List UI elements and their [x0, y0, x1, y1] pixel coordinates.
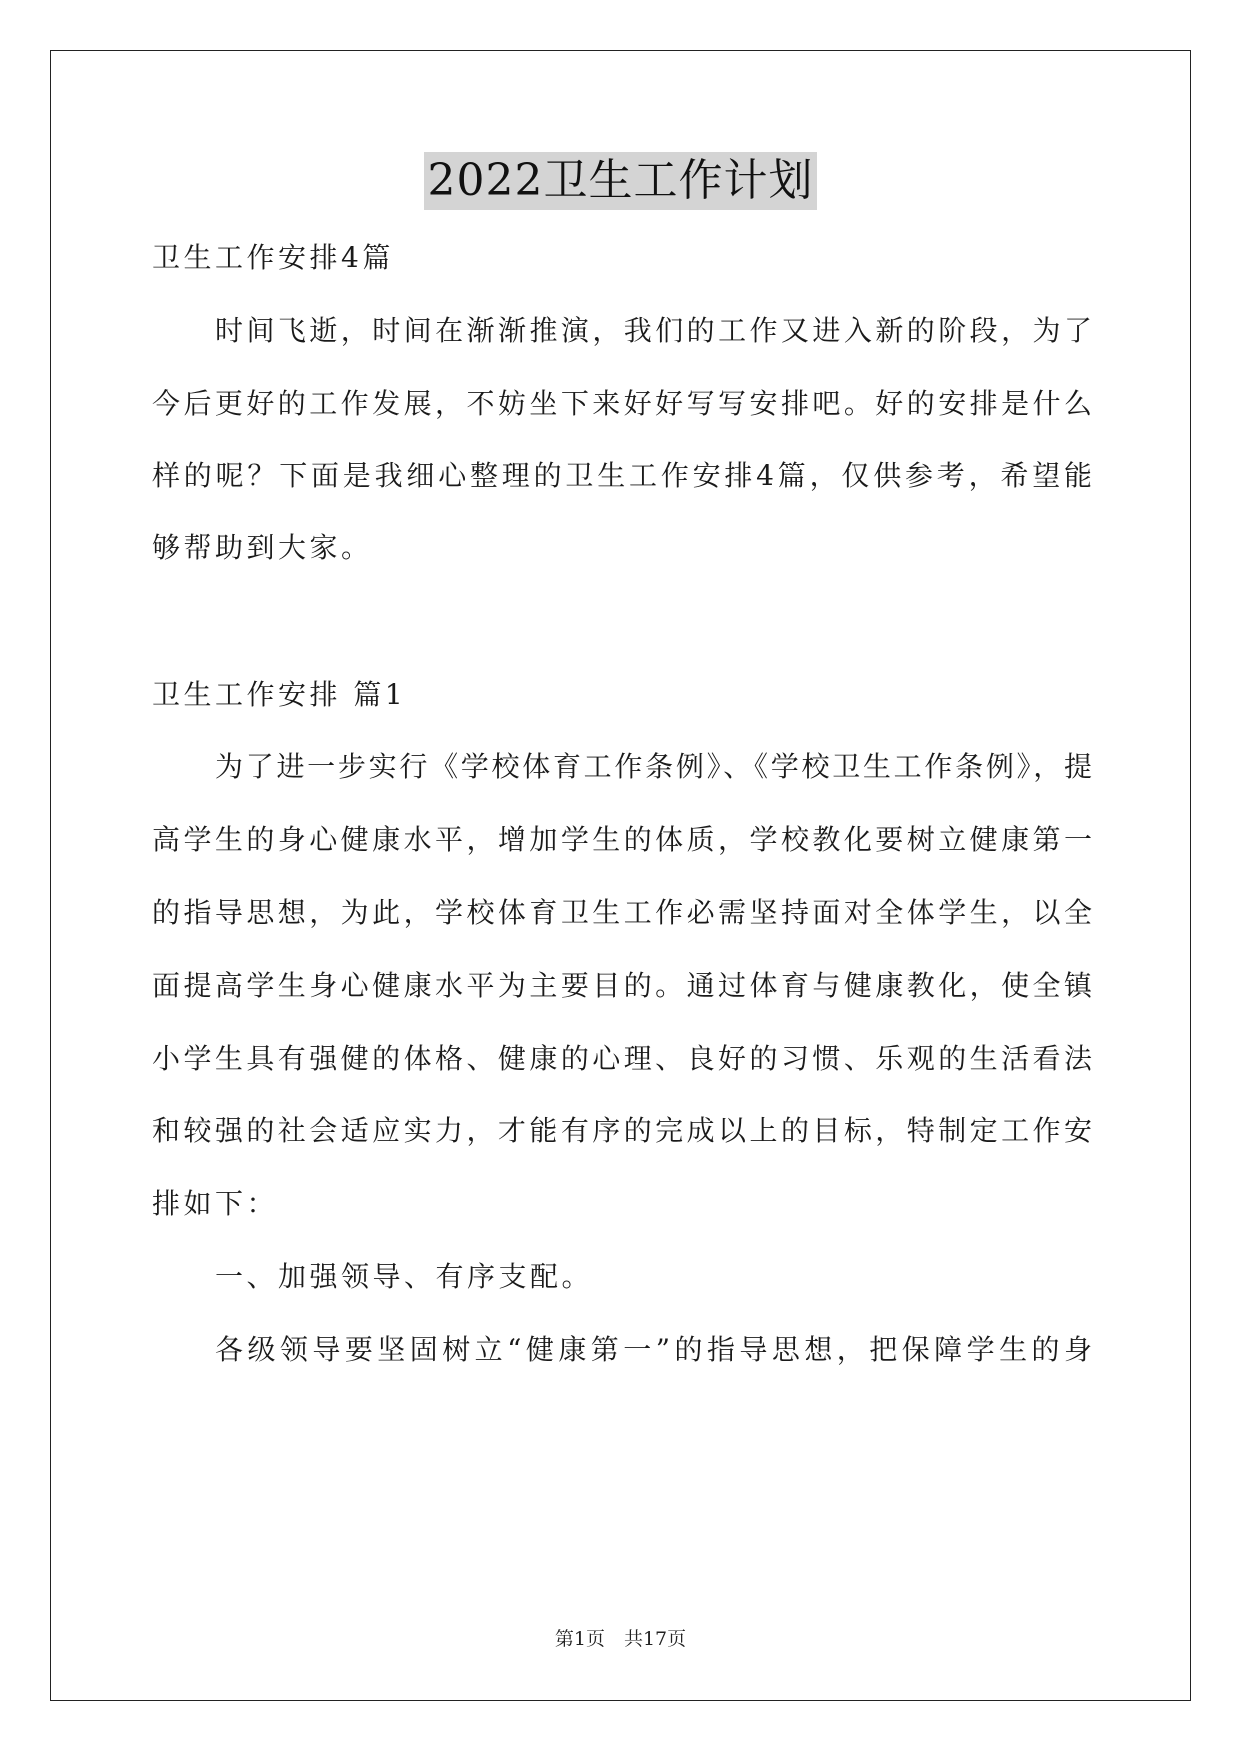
document-title: 2022卫生工作计划 — [424, 152, 818, 210]
paragraph-line: 高学生的身心健康水平，增加学生的体质，学校教化要树立健康第一 — [152, 823, 1092, 856]
paragraph-line: 排如下： — [152, 1187, 279, 1220]
page-border — [50, 50, 1191, 1701]
page-footer: 第1页 共17页 — [554, 1628, 687, 1650]
document-heading: 卫生工作安排4篇 — [152, 241, 394, 274]
intro-line: 够帮助到大家。 — [152, 531, 373, 564]
point-heading: 一、加强领导、有序支配。 — [215, 1260, 594, 1293]
paragraph-line: 面提高学生身心健康水平为主要目的。通过体育与健康教化，使全镇 — [152, 969, 1092, 1002]
intro-line: 样的呢？下面是我细心整理的卫生工作安排4篇，仅供参考，希望能 — [152, 459, 1092, 492]
title-container — [0, 152, 1241, 210]
intro-line: 时间飞逝，时间在渐渐推演，我们的工作又进入新的阶段，为了 — [215, 314, 1092, 347]
section-heading: 卫生工作安排 篇1 — [152, 678, 407, 711]
paragraph-line: 的指导思想，为此，学校体育卫生工作必需坚持面对全体学生，以全 — [152, 896, 1092, 929]
paragraph-line: 小学生具有强健的体格、健康的心理、良好的习惯、乐观的生活看法 — [152, 1042, 1092, 1075]
paragraph-line: 和较强的社会适应实力，才能有序的完成以上的目标，特制定工作安 — [152, 1114, 1092, 1147]
point-text: 各级领导要坚固树立“健康第一”的指导思想，把保障学生的身 — [215, 1333, 1092, 1366]
paragraph-line: 为了进一步实行《学校体育工作条例》、《学校卫生工作条例》，提 — [215, 750, 1092, 783]
intro-line: 今后更好的工作发展，不妨坐下来好好写写安排吧。好的安排是什么 — [152, 387, 1092, 420]
